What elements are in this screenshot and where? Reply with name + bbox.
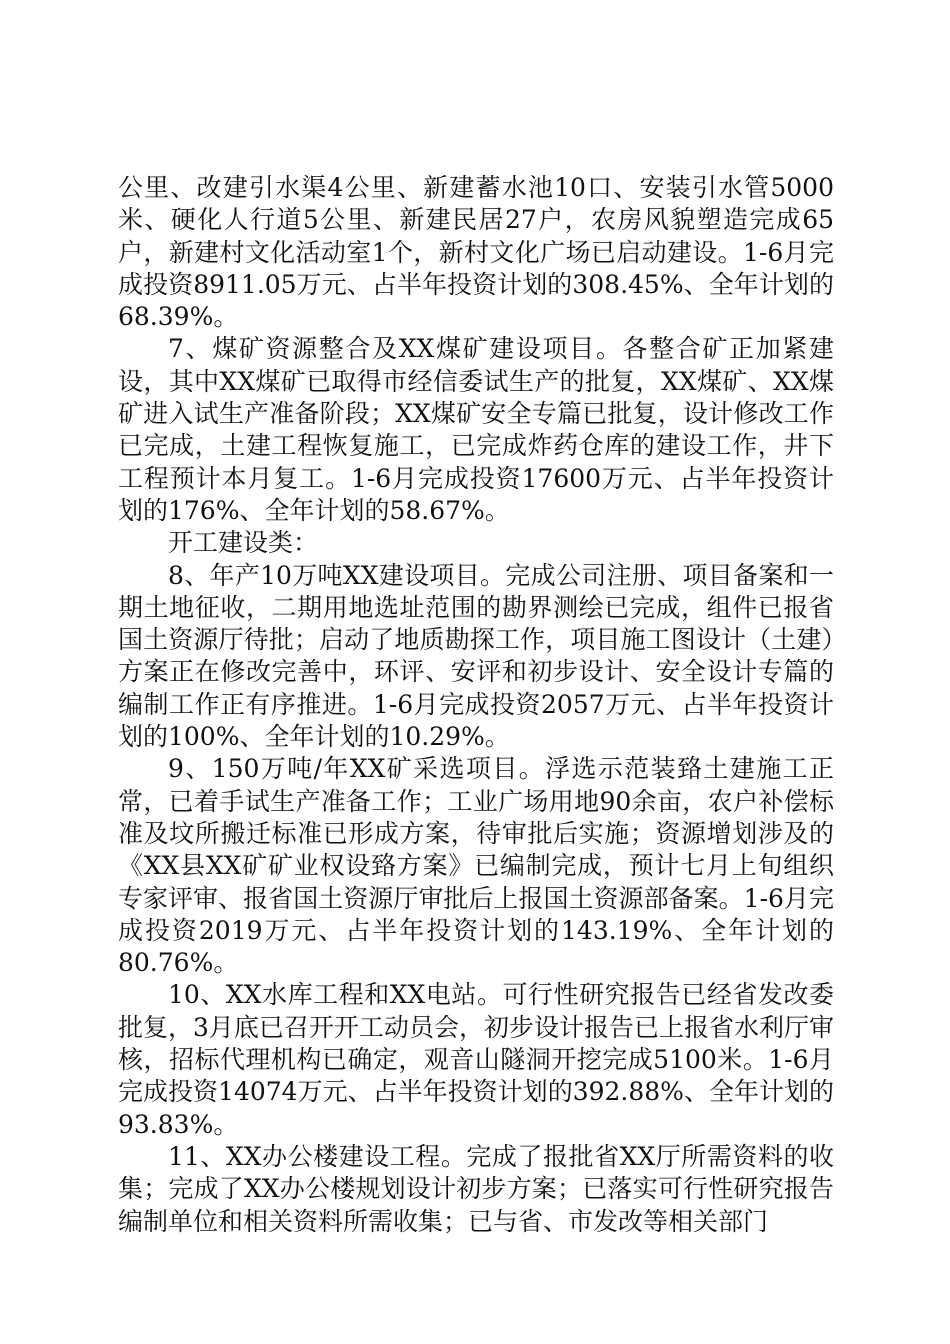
paragraph-item-8: 8、年产10万吨XX建设项目。完成公司注册、项目备案和一期土地征收，二期用地选址范围的勘界测绘已完成，组件已报省国土资源厅待批；启动了地质勘探工作，项目施工图设计（土建）方案正在修改完善中，环评、安评和初步设计、安全设计专篇的编制工作正有序推进。1-6月完成投资2057万元、占半年投资计划的100%、全年计划的10.29%。 xyxy=(118,560,834,752)
section-heading-construction: 开工建设类： xyxy=(168,528,319,558)
paragraph-item-11: 11、XX办公楼建设工程。完成了报批省XX厅所需资料的收集；完成了XX办公楼规划设计初步方案；已落实可行性研究报告编制单位和相关资料所需收集；已与省、市发改等相关部门 xyxy=(118,1141,834,1236)
paragraph-item-9: 9、150万吨/年XX矿采选项目。浮选示范装臵土建施工正常，已着手试生产准备工作；工业广场用地90余亩，农户补偿标准及坟所搬迁标准已形成方案，待审批后实施；资源增划涉及的《XX县XX矿矿业权设臵方案》已编制完成，预计七月上旬组织专家评审、报省国土资源厅审批后上报国土资源部备案。1-6月完成投资2019万元、占半年投资计划的143.19%、全年计划的80.76%。 xyxy=(118,754,834,978)
paragraph-item-7: 7、煤矿资源整合及XX煤矿建设项目。各整合矿正加紧建设，其中XX煤矿已取得市经信委试生产的批复，XX煤矿、XX煤矿进入试生产准备阶段；XX煤矿安全专篇已批复，设计修改工作已完成，土建工程恢复施工，已完成炸药仓库的建设工作，井下工程预计本月复工。1-6月完成投资17600万元、占半年投资计划的176%、全年计划的58.67%。 xyxy=(118,334,834,525)
document-body xyxy=(118,172,834,1238)
paragraph-item-10: 10、XX水库工程和XX电站。可行性研究报告已经省发改委批复，3月底已召开开工动员会，初步设计报告已上报省水利厅审核，招标代理机构已确定，观音山隧洞开挖完成5100米。1-6月完成投资14074万元、占半年投资计划的392.88%、全年计划的93.83%。 xyxy=(118,980,834,1139)
paragraph-continuation: 公里、改建引水渠4公里、新建蓄水池10口、安装引水管5000米、硬化人行道5公里、新建民居27户，农房风貌塑造完成65户，新建村文化活动室1个，新村文化广场已启动建设。1-6月完成投资8911.05万元、占半年投资计划的308.45%、全年计划的68.39%。 xyxy=(118,173,834,332)
